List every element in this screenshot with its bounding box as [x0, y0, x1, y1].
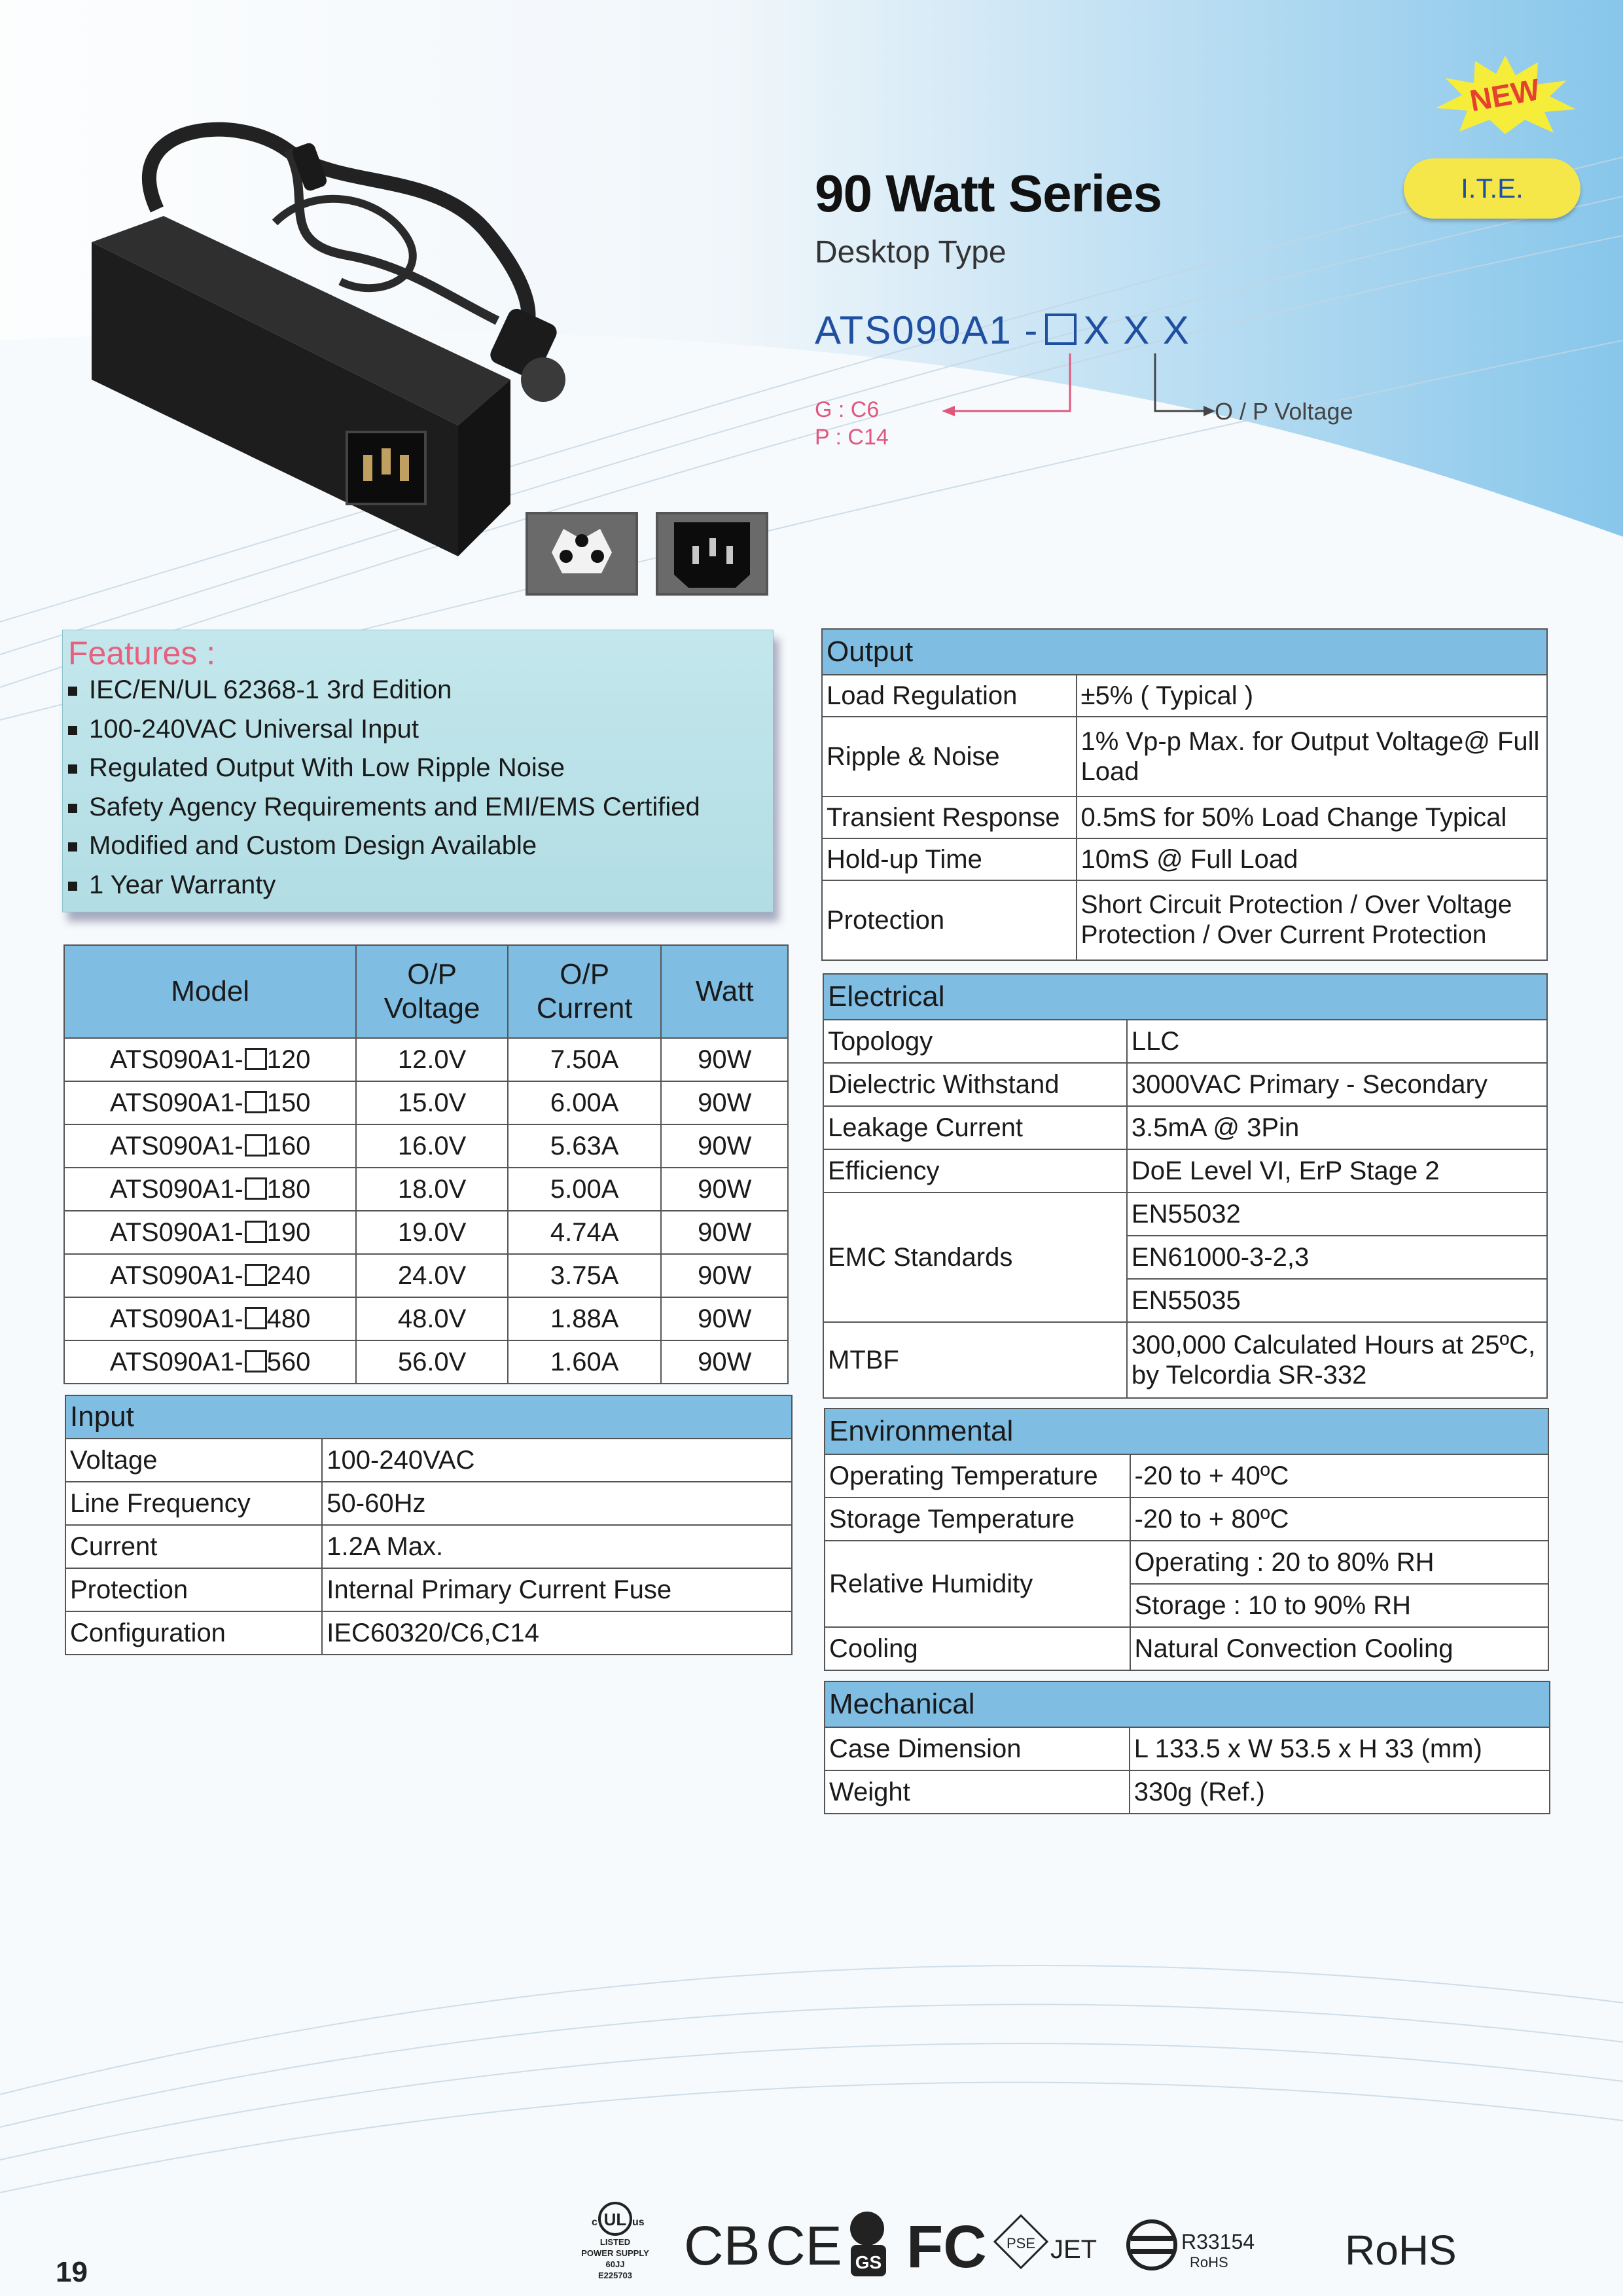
- model-prefix: ATS090A1-: [109, 1132, 243, 1160]
- header-watt: Watt: [661, 945, 788, 1038]
- output-label: Protection: [822, 880, 1077, 960]
- voltage-cell: 24.0V: [356, 1254, 508, 1297]
- watt-cell: 90W: [661, 1081, 788, 1124]
- output-value: 1% Vp-p Max. for Output Voltage@ Full Load: [1077, 717, 1548, 797]
- watt-cell: 90W: [661, 1038, 788, 1081]
- ul-code: 60JJ: [605, 2259, 625, 2269]
- bullet-icon: [68, 764, 77, 774]
- model-prefix: ATS090A1-: [109, 1348, 243, 1376]
- environmental-value: -20 to + 40ºC: [1130, 1454, 1548, 1498]
- voltage-cell: 48.0V: [356, 1297, 508, 1340]
- header-op-current: [508, 945, 662, 1038]
- model-suffix: 120: [266, 1045, 311, 1074]
- input-label: Protection: [65, 1568, 322, 1611]
- svg-text:UL: UL: [603, 2210, 627, 2229]
- model-suffix: 160: [266, 1132, 311, 1160]
- watt-cell: 90W: [661, 1297, 788, 1340]
- electrical-label: MTBF: [823, 1322, 1127, 1398]
- environmental-label: Operating Temperature: [825, 1454, 1130, 1498]
- current-cell: 5.00A: [508, 1168, 662, 1211]
- model-row: [64, 1211, 788, 1254]
- model-suffix: 190: [266, 1218, 311, 1247]
- mechanical-table: [824, 1681, 1550, 1814]
- electrical-value: 300,000 Calculated Hours at 25ºC, by Telcordia SR-332: [1127, 1322, 1547, 1398]
- output-value: ±5% ( Typical ): [1077, 675, 1548, 717]
- bullet-icon: [68, 804, 77, 813]
- bullet-icon: [68, 842, 77, 852]
- header-op-voltage: [356, 945, 508, 1038]
- page-title: 90 Watt Series: [815, 164, 1162, 223]
- feature-item: Safety Agency Requirements and EMI/EMS Certified: [68, 788, 700, 827]
- electrical-label: Efficiency: [823, 1149, 1127, 1193]
- svg-text:R33154: R33154: [1181, 2230, 1255, 2253]
- watt-cell: 90W: [661, 1124, 788, 1168]
- electrical-value: EN61000-3-2,3: [1127, 1236, 1547, 1279]
- feature-item: IEC/EN/UL 62368-1 3rd Edition: [68, 671, 700, 710]
- watt-cell: 90W: [661, 1211, 788, 1254]
- output-table: [821, 628, 1548, 961]
- model-cell: [64, 1297, 356, 1340]
- ul-logo: [581, 2203, 649, 2280]
- svg-text:RoHS: RoHS: [1190, 2254, 1228, 2270]
- page-subtitle: Desktop Type: [815, 235, 1007, 270]
- model-suffix: 480: [266, 1304, 311, 1333]
- voltage-cell: 16.0V: [356, 1124, 508, 1168]
- output-value: 10mS @ Full Load: [1077, 838, 1548, 880]
- environmental-label: Relative Humidity: [825, 1541, 1130, 1627]
- svg-text:PSE: PSE: [1006, 2235, 1036, 2251]
- cb-logo: CB: [684, 2215, 760, 2276]
- model-code-callout-lines: [913, 353, 1240, 419]
- model-prefix: ATS090A1-: [109, 1218, 243, 1247]
- electrical-value: EN55032: [1127, 1193, 1547, 1236]
- model-code-prefix: ATS090A1 -: [815, 308, 1039, 352]
- model-row: [64, 1081, 788, 1124]
- certification-logos: [576, 2199, 1479, 2291]
- header-op-current-text: O/P Current: [536, 958, 633, 1024]
- watt-cell: 90W: [661, 1254, 788, 1297]
- model-suffix: 180: [266, 1175, 311, 1204]
- model-suffix: 560: [266, 1348, 311, 1376]
- feature-item: 100-240VAC Universal Input: [68, 710, 700, 749]
- input-label: Voltage: [65, 1439, 322, 1482]
- current-cell: 4.74A: [508, 1211, 662, 1254]
- electrical-table: [823, 973, 1548, 1399]
- feature-item: Regulated Output With Low Ripple Noise: [68, 749, 700, 788]
- output-label: Transient Response: [822, 797, 1077, 838]
- electrical-value: 3000VAC Primary - Secondary: [1127, 1063, 1547, 1106]
- input-value: Internal Primary Current Fuse: [322, 1568, 792, 1611]
- ite-badge: I.T.E.: [1404, 158, 1580, 219]
- bsmi-logo: [1128, 2221, 1255, 2270]
- input-value: IEC60320/C6,C14: [322, 1611, 792, 1655]
- pse-logo: [995, 2215, 1047, 2268]
- output-value: 0.5mS for 50% Load Change Typical: [1077, 797, 1548, 838]
- model-row: [64, 1038, 788, 1081]
- model-cell: [64, 1211, 356, 1254]
- model-prefix: ATS090A1-: [109, 1045, 243, 1074]
- voltage-cell: 18.0V: [356, 1168, 508, 1211]
- watt-cell: 90W: [661, 1340, 788, 1384]
- ul-file: E225703: [597, 2270, 633, 2280]
- plug-type-box: [245, 1307, 267, 1329]
- ce-logo: CE: [766, 2215, 842, 2276]
- tuv-gs-logo: [850, 2212, 886, 2276]
- header-op-voltage-text: O/P Voltage: [383, 958, 480, 1024]
- model-cell: [64, 1081, 356, 1124]
- mechanical-label: Case Dimension: [825, 1727, 1130, 1770]
- ul-listed: LISTED: [599, 2237, 631, 2247]
- model-row: [64, 1297, 788, 1340]
- model-prefix: ATS090A1-: [109, 1175, 243, 1204]
- model-row: [64, 1168, 788, 1211]
- current-cell: 1.60A: [508, 1340, 662, 1384]
- model-cell: [64, 1254, 356, 1297]
- electrical-value: 3.5mA @ 3Pin: [1127, 1106, 1547, 1149]
- header-model: Model: [64, 945, 356, 1038]
- plug-option-c14: P : C14: [815, 425, 889, 450]
- electrical-title: Electrical: [823, 974, 1547, 1020]
- output-value: Short Circuit Protection / Over Voltage Protection / Over Current Protection: [1077, 880, 1548, 960]
- input-value: 50-60Hz: [322, 1482, 792, 1525]
- model-cell: [64, 1124, 356, 1168]
- voltage-cell: 56.0V: [356, 1340, 508, 1384]
- input-label: Configuration: [65, 1611, 322, 1655]
- output-title: Output: [822, 629, 1547, 675]
- input-label: Line Frequency: [65, 1482, 322, 1525]
- model-table: [63, 944, 789, 1384]
- electrical-label: Topology: [823, 1020, 1127, 1063]
- op-voltage-label: O / P Voltage: [1215, 398, 1353, 425]
- model-row: [64, 1254, 788, 1297]
- new-badge: [1433, 56, 1577, 134]
- plug-type-box: [1045, 314, 1077, 345]
- model-row: [64, 1340, 788, 1384]
- model-suffix: 150: [266, 1088, 311, 1117]
- feature-item: 1 Year Warranty: [68, 866, 700, 905]
- plug-type-box: [245, 1350, 267, 1372]
- output-label: Ripple & Noise: [822, 717, 1077, 797]
- plug-type-box: [245, 1264, 267, 1286]
- input-value: 100-240VAC: [322, 1439, 792, 1482]
- environmental-value: Storage : 10 to 90% RH: [1130, 1584, 1548, 1627]
- plug-type-box: [245, 1177, 267, 1200]
- output-label: Load Regulation: [822, 675, 1077, 717]
- model-cell: [64, 1038, 356, 1081]
- new-badge-label: NEW: [1467, 72, 1543, 118]
- plug-type-box: [245, 1091, 267, 1113]
- electrical-label: Dielectric Withstand: [823, 1063, 1127, 1106]
- jet-logo: JET: [1050, 2235, 1097, 2264]
- svg-text:us: us: [632, 2217, 645, 2228]
- ul-power-supply: POWER SUPPLY: [581, 2248, 649, 2258]
- model-code-suffix: X X X: [1083, 308, 1190, 352]
- output-label: Hold-up Time: [822, 838, 1077, 880]
- feature-item: Modified and Custom Design Available: [68, 827, 700, 866]
- c6-connector-image: [526, 512, 638, 596]
- model-prefix: ATS090A1-: [109, 1304, 243, 1333]
- voltage-cell: 15.0V: [356, 1081, 508, 1124]
- environmental-label: Storage Temperature: [825, 1498, 1130, 1541]
- bullet-icon: [68, 687, 77, 696]
- environmental-title: Environmental: [825, 1408, 1548, 1454]
- environmental-value: Operating : 20 to 80% RH: [1130, 1541, 1548, 1584]
- features-title: Features :: [68, 635, 216, 672]
- environmental-label: Cooling: [825, 1627, 1130, 1670]
- model-cell: [64, 1340, 356, 1384]
- svg-text:c: c: [592, 2217, 597, 2228]
- mechanical-value: L 133.5 x W 53.5 x H 33 (mm): [1130, 1727, 1550, 1770]
- fc-logo: FC: [906, 2214, 987, 2280]
- electrical-label: EMC Standards: [823, 1193, 1127, 1322]
- power-adapter-image: [39, 98, 628, 583]
- plug-type-box: [245, 1221, 267, 1243]
- plug-type-box: [245, 1134, 267, 1157]
- rohs-logo: RoHS: [1345, 2227, 1457, 2274]
- mechanical-label: Weight: [825, 1770, 1130, 1814]
- model-suffix: 240: [266, 1261, 311, 1290]
- current-cell: 3.75A: [508, 1254, 662, 1297]
- plug-type-box: [245, 1048, 267, 1070]
- input-title: Input: [65, 1395, 792, 1439]
- environmental-table: [824, 1408, 1549, 1671]
- electrical-value: LLC: [1127, 1020, 1547, 1063]
- model-prefix: ATS090A1-: [109, 1088, 243, 1117]
- electrical-label: Leakage Current: [823, 1106, 1127, 1149]
- environmental-value: -20 to + 80ºC: [1130, 1498, 1548, 1541]
- current-cell: 6.00A: [508, 1081, 662, 1124]
- input-table: [65, 1395, 793, 1655]
- current-cell: 5.63A: [508, 1124, 662, 1168]
- environmental-value: Natural Convection Cooling: [1130, 1627, 1548, 1670]
- watt-cell: 90W: [661, 1168, 788, 1211]
- current-cell: 7.50A: [508, 1038, 662, 1081]
- model-code: [815, 308, 1190, 353]
- electrical-value: EN55035: [1127, 1279, 1547, 1322]
- voltage-cell: 19.0V: [356, 1211, 508, 1254]
- c14-connector-image: [656, 512, 768, 596]
- plug-options: [815, 396, 889, 451]
- features-list: [68, 671, 700, 905]
- current-cell: 1.88A: [508, 1297, 662, 1340]
- mechanical-value: 330g (Ref.): [1130, 1770, 1550, 1814]
- features-box: [62, 630, 774, 912]
- model-cell: [64, 1168, 356, 1211]
- input-label: Current: [65, 1525, 322, 1568]
- svg-text:GS: GS: [855, 2252, 882, 2272]
- electrical-value: DoE Level VI, ErP Stage 2: [1127, 1149, 1547, 1193]
- plug-option-c6: G : C6: [815, 397, 880, 422]
- bullet-icon: [68, 726, 77, 735]
- model-prefix: ATS090A1-: [109, 1261, 243, 1290]
- voltage-cell: 12.0V: [356, 1038, 508, 1081]
- mechanical-title: Mechanical: [825, 1681, 1550, 1727]
- page-number: 19: [56, 2256, 88, 2288]
- model-row: [64, 1124, 788, 1168]
- input-value: 1.2A Max.: [322, 1525, 792, 1568]
- bullet-icon: [68, 882, 77, 891]
